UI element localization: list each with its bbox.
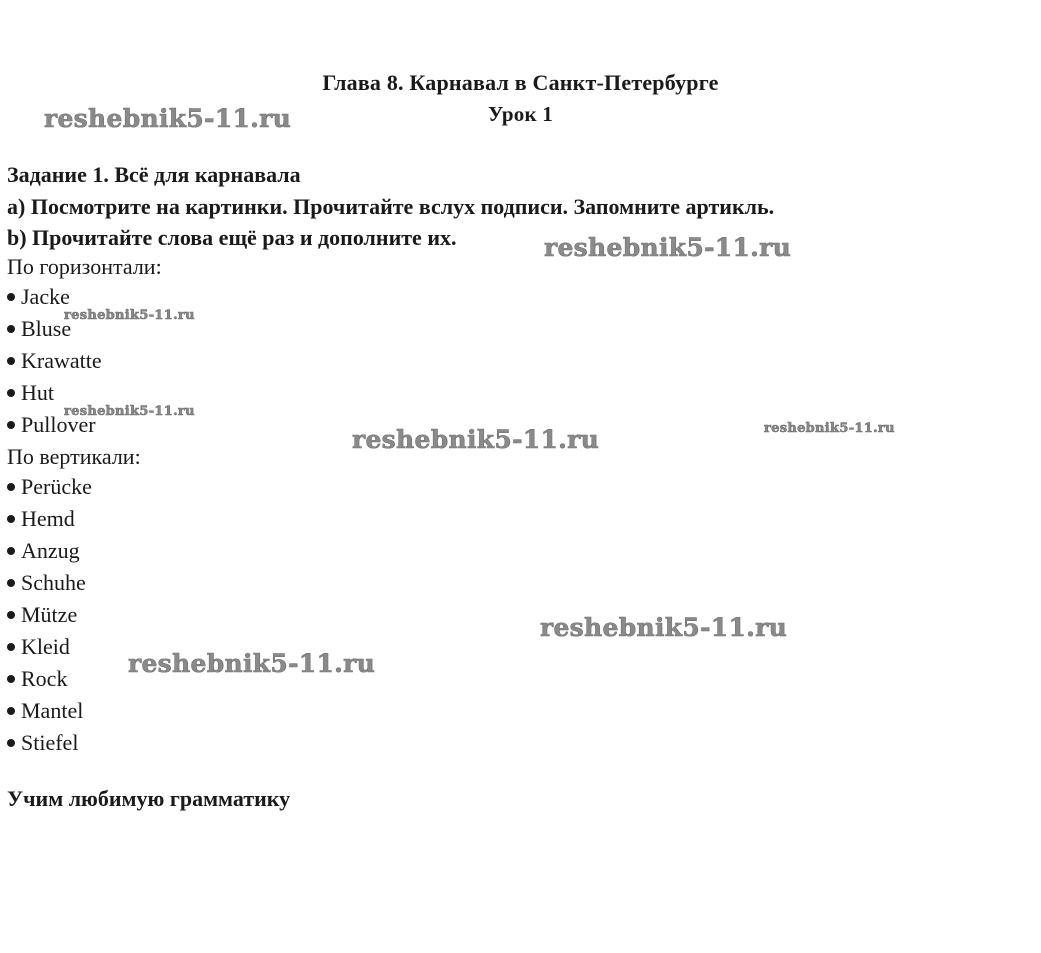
word-mantel: Mantel xyxy=(21,698,84,723)
word-peruecke: Perücke xyxy=(21,474,92,499)
bullet-icon xyxy=(7,739,15,747)
list-item xyxy=(7,727,92,759)
list-item xyxy=(7,471,92,503)
word-kleid: Kleid xyxy=(21,634,70,659)
horizontal-label: По горизонтали: xyxy=(7,254,162,279)
list-item xyxy=(7,567,92,599)
word-rock: Rock xyxy=(21,666,68,691)
chapter-title: Глава 8. Карнавал в Санкт-Петербурге xyxy=(322,70,719,95)
list-item xyxy=(7,663,92,695)
watermark: reshebnik5-11.ru xyxy=(540,613,788,642)
watermark: reshebnik5-11.ru xyxy=(64,404,195,419)
bullet-icon xyxy=(7,675,15,683)
list-item xyxy=(7,535,92,567)
list-item xyxy=(7,503,92,535)
watermark: reshebnik5-11.ru xyxy=(352,425,600,454)
grammar-heading: Учим любимую грамматику xyxy=(7,786,291,811)
bullet-icon xyxy=(7,515,15,523)
bullet-icon xyxy=(7,389,15,397)
word-hemd: Hemd xyxy=(21,506,75,531)
list-item xyxy=(7,345,102,377)
watermark: reshebnik5-11.ru xyxy=(44,104,292,133)
watermark: reshebnik5-11.ru xyxy=(764,421,895,436)
bullet-icon xyxy=(7,643,15,651)
word-bluse: Bluse xyxy=(21,316,72,341)
word-hut: Hut xyxy=(21,380,54,405)
vertical-word-list xyxy=(7,471,92,759)
word-pullover: Pullover xyxy=(21,412,96,437)
word-schuhe: Schuhe xyxy=(21,570,86,595)
bullet-icon xyxy=(7,707,15,715)
word-stiefel: Stiefel xyxy=(21,730,79,755)
list-item xyxy=(7,631,92,663)
lesson-title: Урок 1 xyxy=(488,102,553,126)
task-title: Задание 1. Всё для карнавала xyxy=(7,162,301,187)
watermark: reshebnik5-11.ru xyxy=(64,308,195,323)
task-instruction-a: a) Посмотрите на картинки. Прочитайте вслух подписи. Запомните артикль. xyxy=(7,194,775,219)
bullet-icon xyxy=(7,579,15,587)
bullet-icon xyxy=(7,357,15,365)
bullet-icon xyxy=(7,325,15,333)
bullet-icon xyxy=(7,547,15,555)
list-item xyxy=(7,695,92,727)
vertical-label: По вертикали: xyxy=(7,444,141,469)
bullet-icon xyxy=(7,293,15,301)
watermark: reshebnik5-11.ru xyxy=(128,649,376,678)
word-muetze: Mütze xyxy=(21,602,78,627)
task-instruction-b: b) Прочитайте слова ещё раз и дополните их. xyxy=(7,225,457,250)
word-jacke: Jacke xyxy=(21,284,70,309)
list-item xyxy=(7,599,92,631)
bullet-icon xyxy=(7,483,15,491)
word-krawatte: Krawatte xyxy=(21,348,102,373)
bullet-icon xyxy=(7,421,15,429)
word-anzug: Anzug xyxy=(21,538,80,563)
watermark: reshebnik5-11.ru xyxy=(544,233,792,262)
bullet-icon xyxy=(7,611,15,619)
